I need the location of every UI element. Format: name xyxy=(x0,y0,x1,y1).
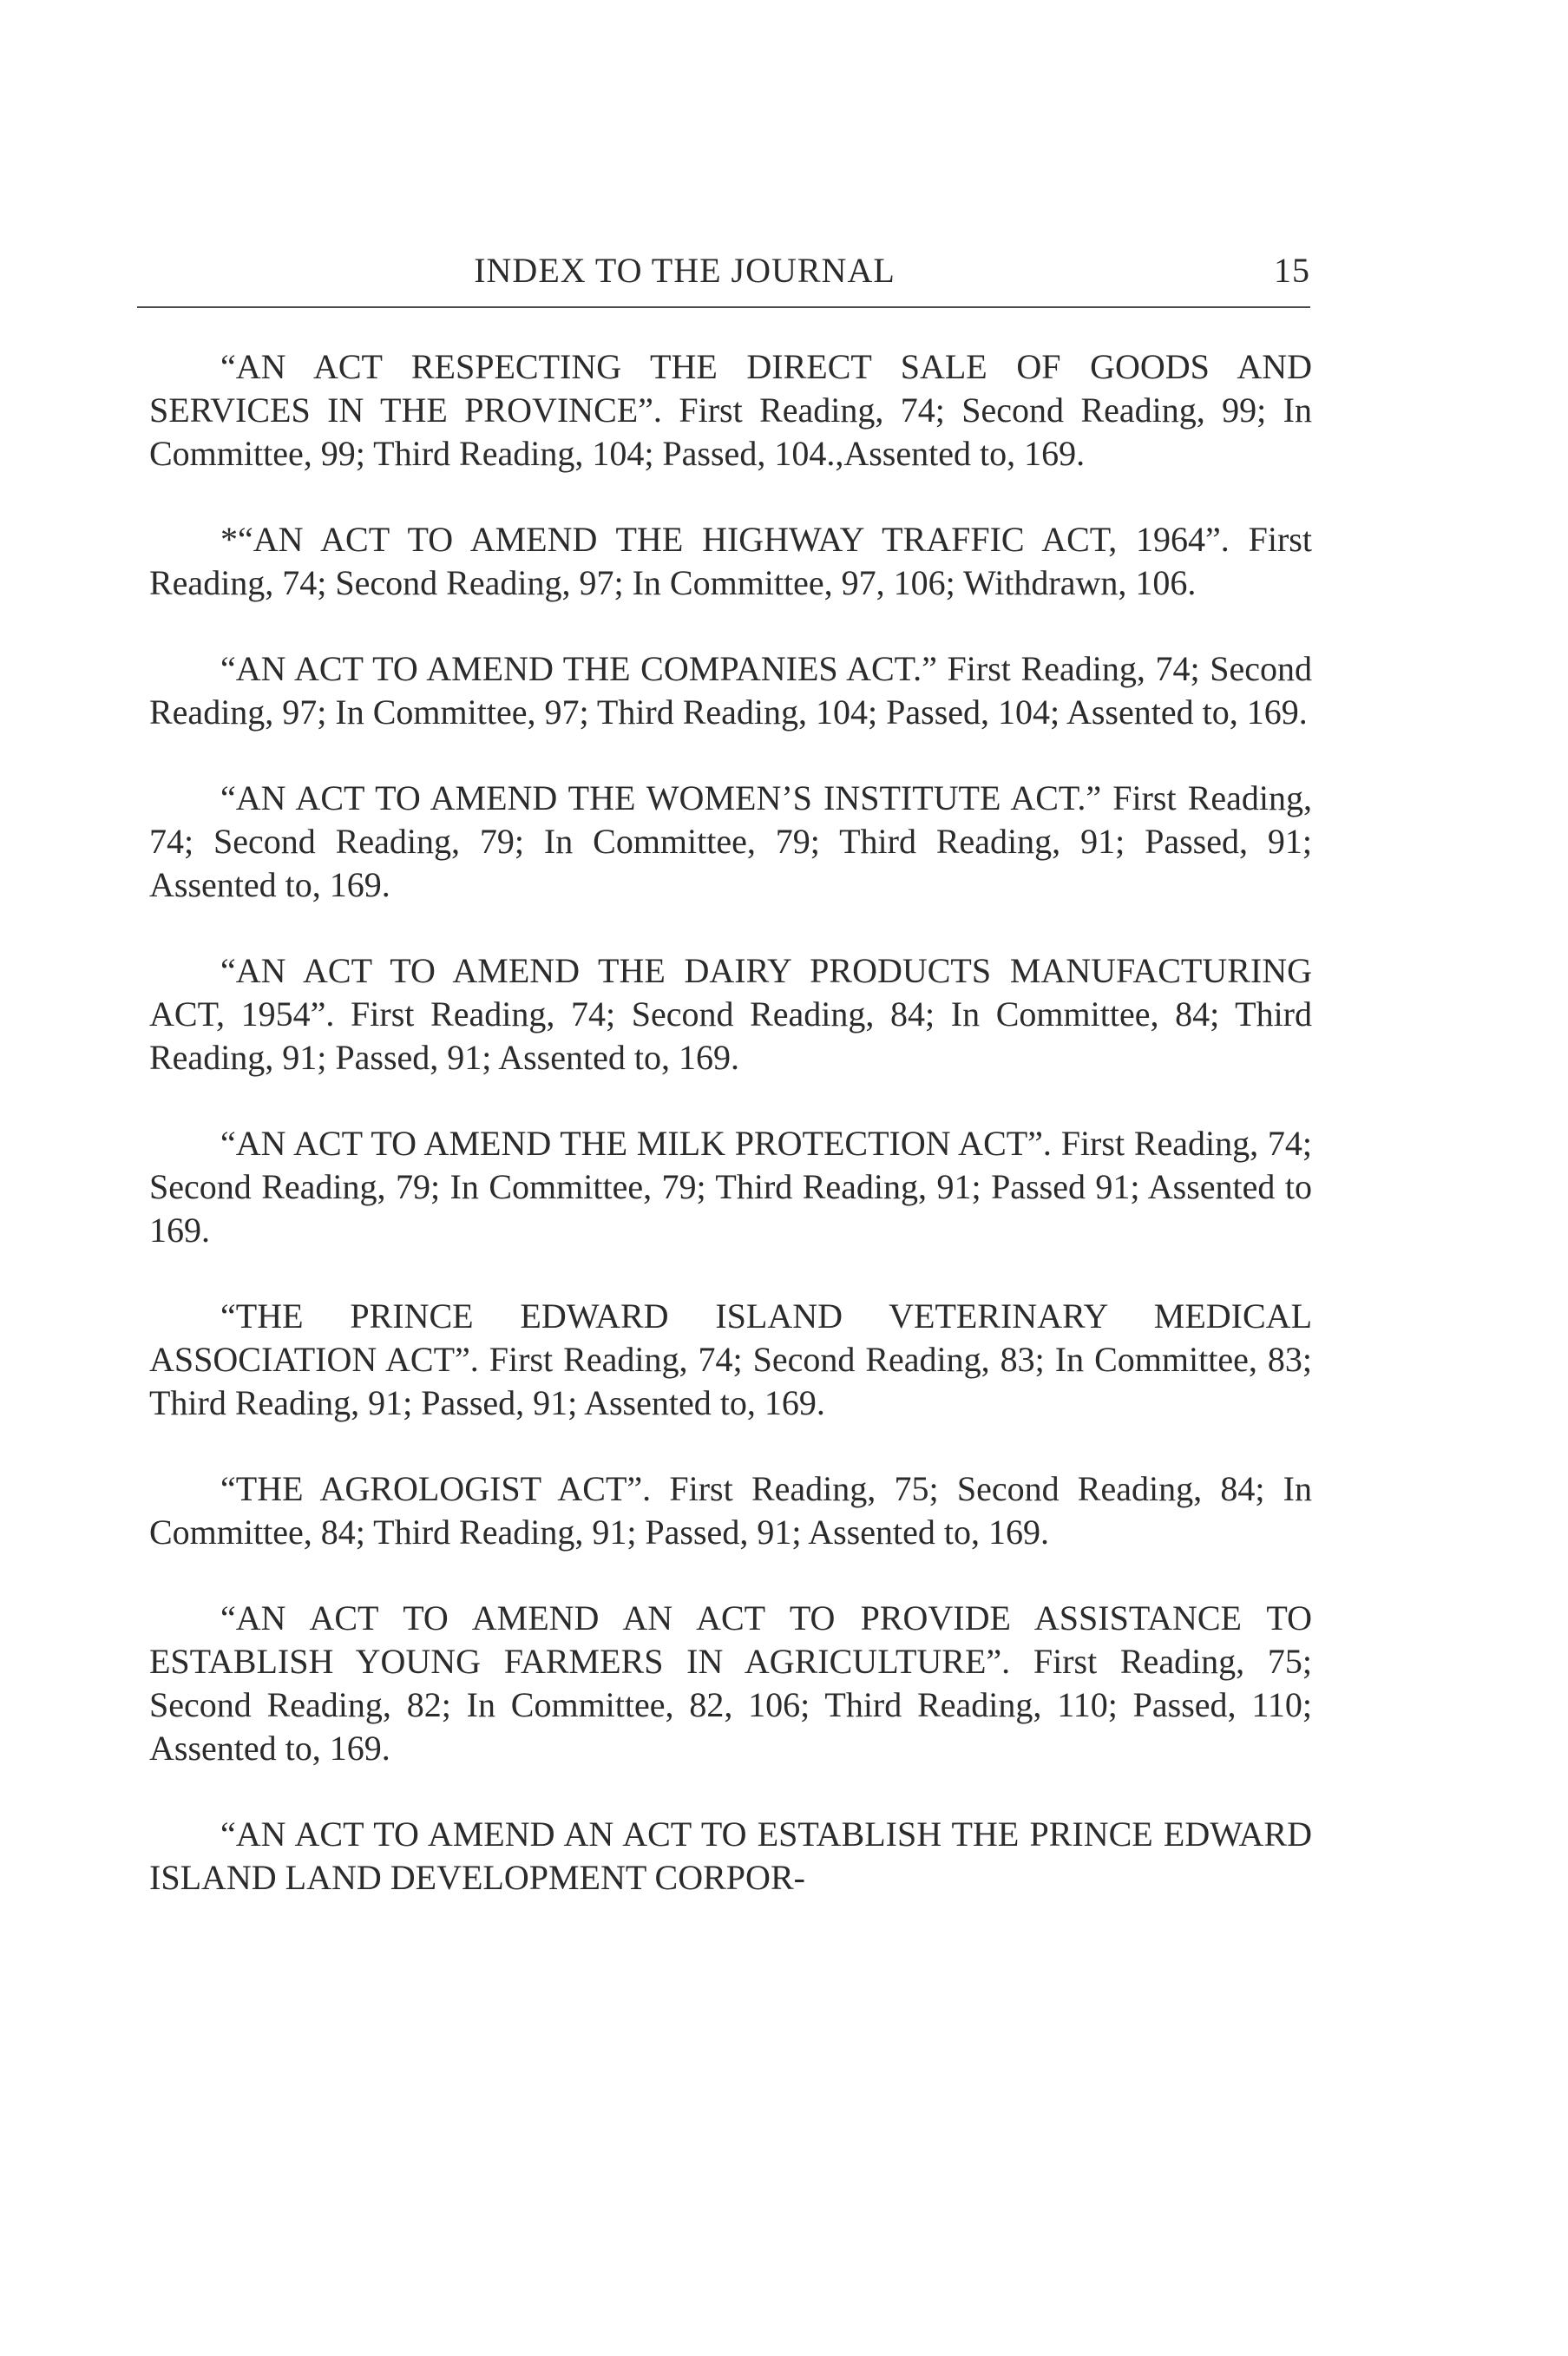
index-entry: “AN ACT RESPECTING THE DIRECT SALE OF GOODS AND SERVICES IN THE PROVINCE”. First Reading, 74; Second Reading, 99; In Committee, 99; Third Reading, 104; Passed, 104.,Assented to, 169. xyxy=(149,347,1312,473)
header-rule xyxy=(137,306,1310,308)
index-entry: “AN ACT TO AMEND AN ACT TO PROVIDE ASSISTANCE TO ESTABLISH YOUNG FARMERS IN AGRICULTURE”. First Reading, 75; Second Reading, 82; In Committee, 82, 106; Third Reading, 110; Passed, 110; Assented to, 169. xyxy=(149,1598,1312,1768)
index-entries xyxy=(149,345,1312,1942)
index-entry: “THE AGROLOGIST ACT”. First Reading, 75; Second Reading, 84; In Committee, 84; Third Reading, 91; Passed, 91; Assented to, 169. xyxy=(149,1469,1312,1552)
index-entry: *“AN ACT TO AMEND THE HIGHWAY TRAFFIC ACT, 1964”. First Reading, 74; Second Reading, 97; In Committee, 97, 106; Withdrawn, 106. xyxy=(149,520,1312,602)
index-entry: “AN ACT TO AMEND THE DAIRY PRODUCTS MANUFACTURING ACT, 1954”. First Reading, 74; Second Reading, 84; In Committee, 84; Third Reading, 91; Passed, 91; Assented to, 169. xyxy=(149,951,1312,1077)
index-entry: “AN ACT TO AMEND THE MILK PROTECTION ACT”. First Reading, 74; Second Reading, 79; In Committee, 79; Third Reading, 91; Passed 91; Assented to 169. xyxy=(149,1124,1312,1250)
running-head xyxy=(137,250,1310,299)
running-head-title: INDEX TO THE JOURNAL xyxy=(474,251,896,290)
index-entry: “AN ACT TO AMEND THE WOMEN’S INSTITUTE ACT.” First Reading, 74; Second Reading, 79; In Committee, 79; Third Reading, 91; Passed, 91; Assented to, 169. xyxy=(149,778,1312,904)
index-entry: “THE PRINCE EDWARD ISLAND VETERINARY MEDICAL ASSOCIATION ACT”. First Reading, 74; Second Reading, 83; In Committee, 83; Third Reading, 91; Passed, 91; Assented to, 169. xyxy=(149,1296,1312,1422)
index-entry: “AN ACT TO AMEND THE COMPANIES ACT.” First Reading, 74; Second Reading, 97; In Committee, 97; Third Reading, 104; Passed, 104; Assented to, 169. xyxy=(149,649,1312,732)
index-entry: “AN ACT TO AMEND AN ACT TO ESTABLISH THE PRINCE EDWARD ISLAND LAND DEVELOPMENT CORPOR- xyxy=(149,1815,1312,1897)
page-number: 15 xyxy=(1274,251,1310,290)
